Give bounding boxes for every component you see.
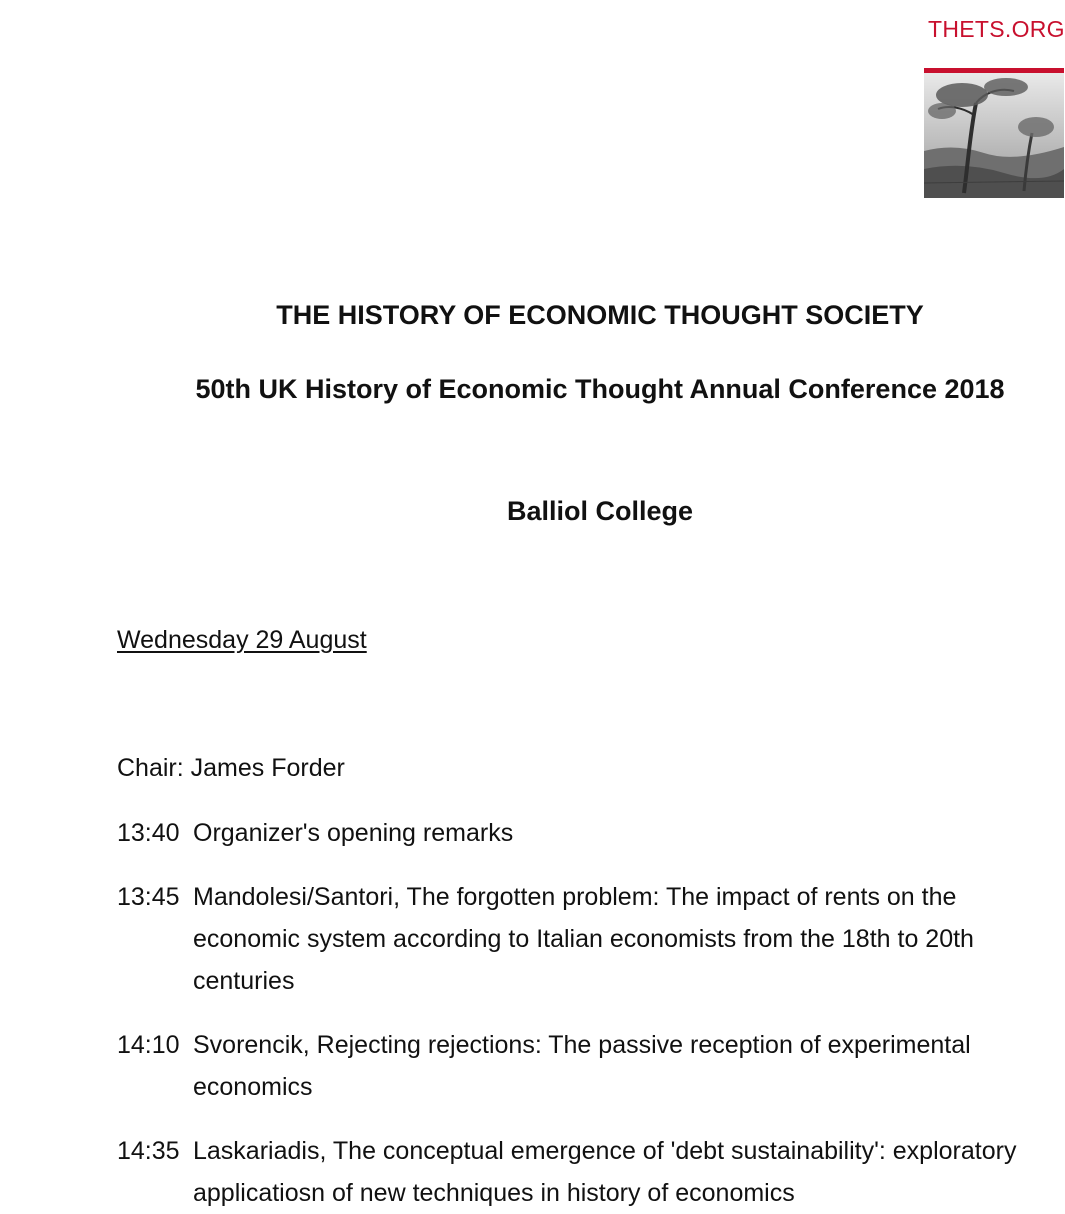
entry-text: Svorencik, Rejecting rejections: The passive reception of experimental economics <box>193 1031 971 1101</box>
entry-text: Organizer's opening remarks <box>193 819 514 847</box>
header-image <box>924 73 1064 198</box>
site-brand: THETS.ORG <box>928 16 1065 42</box>
entry-text: Laskariadis, The conceptual emergence of 'debt sustainability': exploratory applicatiosn of new techniques in history of economics <box>193 1137 1017 1207</box>
landscape-engraving-icon <box>924 73 1064 198</box>
schedule-entry <box>117 876 1053 1002</box>
schedule-entry <box>117 1024 1053 1108</box>
day-heading: Wednesday 29 August <box>117 626 367 654</box>
entry-time: 13:40 <box>117 819 180 847</box>
conference-heading: 50th UK History of Economic Thought Annual Conference 2018 <box>195 374 1005 404</box>
entry-time: 14:35 <box>117 1137 180 1165</box>
session-chair: Chair: James Forder <box>117 754 345 782</box>
entry-time: 13:45 <box>117 883 180 911</box>
venue-heading: Balliol College <box>506 496 694 526</box>
entry-text: Mandolesi/Santori, The forgotten problem: The impact of rents on the economic system according to Italian economists from the 18th to 20th centuries <box>193 883 974 995</box>
society-heading: THE HISTORY OF ECONOMIC THOUGHT SOCIETY <box>276 300 924 330</box>
schedule-entry <box>117 812 1053 854</box>
entry-time: 14:10 <box>117 1031 180 1059</box>
schedule-entry <box>117 1130 1053 1214</box>
